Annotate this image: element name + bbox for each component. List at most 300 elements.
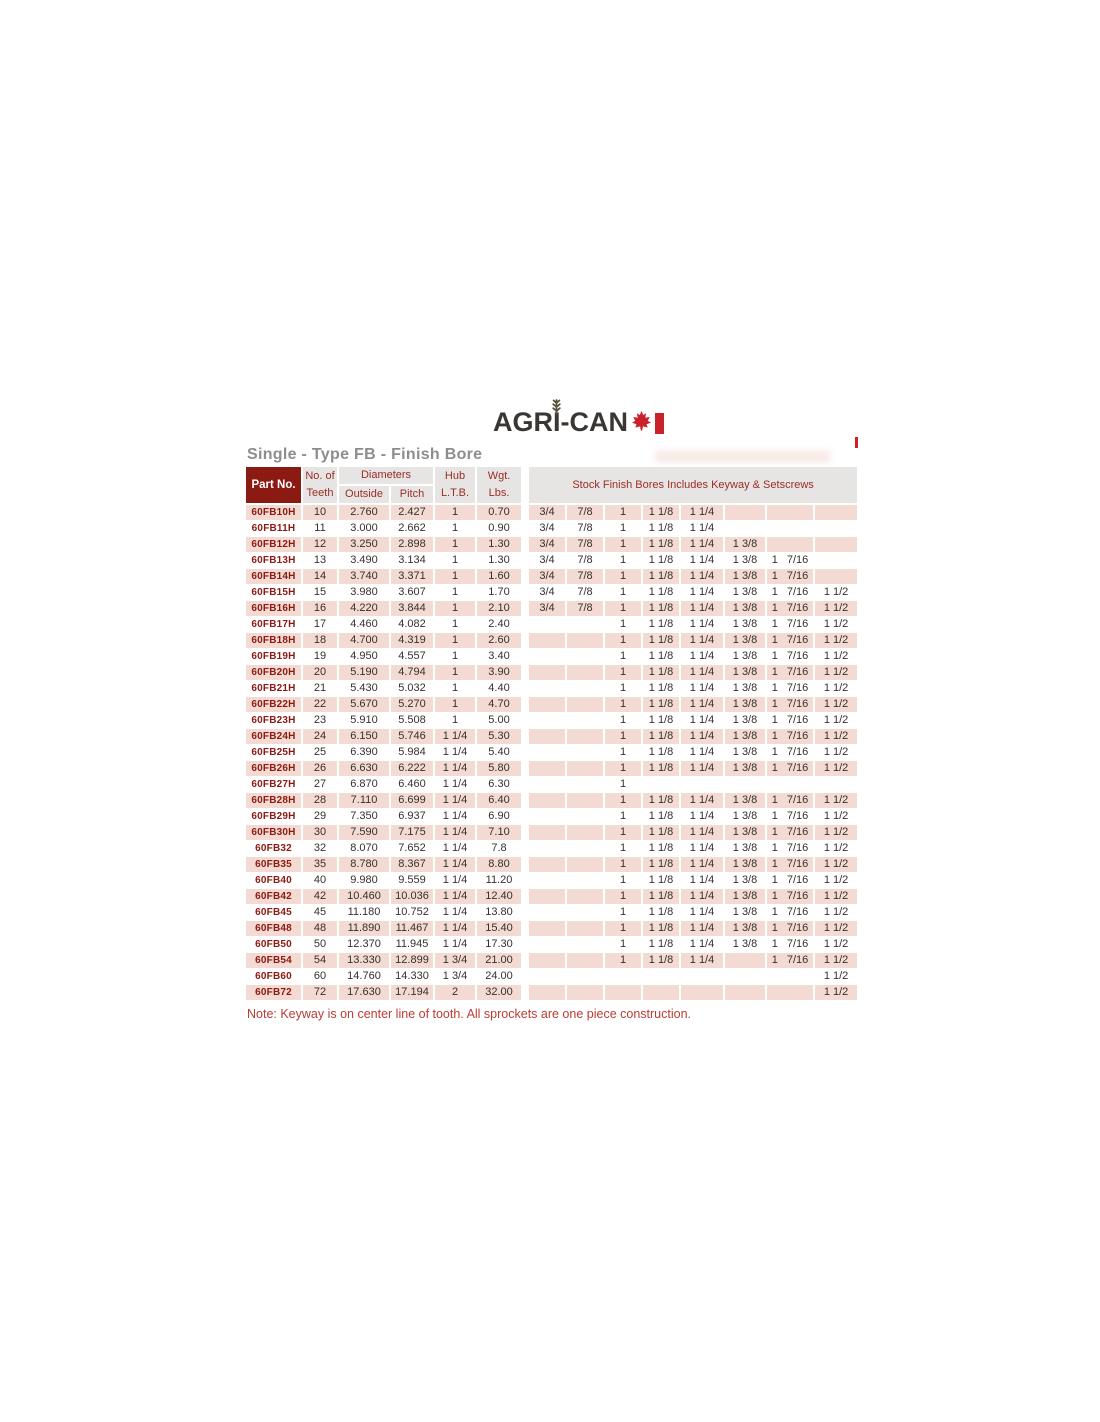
value-cell: 1 1/4 <box>435 873 477 889</box>
part-no-cell: 60FB42 <box>246 889 303 905</box>
value-cell: 1 1/4 <box>681 953 725 969</box>
value-cell: 3.980 <box>339 585 391 601</box>
value-cell: 7.8 <box>477 841 523 857</box>
table-row <box>246 809 859 825</box>
part-no-cell: 60FB21H <box>246 681 303 697</box>
value-cell: 4.950 <box>339 649 391 665</box>
value-cell <box>529 873 567 889</box>
value-cell <box>725 505 767 521</box>
value-cell: 1 <box>435 537 477 553</box>
value-cell: 1 7/16 <box>767 617 815 633</box>
maple-leaf-icon <box>631 410 652 436</box>
table-row <box>246 537 859 553</box>
value-cell <box>529 761 567 777</box>
value-cell: 1 7/16 <box>767 841 815 857</box>
value-cell <box>725 969 767 985</box>
value-cell: 1 7/16 <box>767 889 815 905</box>
value-cell: 1 1/4 <box>681 937 725 953</box>
value-cell: 1 1/4 <box>681 889 725 905</box>
value-cell: 1 <box>435 617 477 633</box>
part-no-cell: 60FB30H <box>246 825 303 841</box>
value-cell <box>529 905 567 921</box>
value-cell <box>567 681 605 697</box>
value-cell: 1 1/2 <box>815 713 859 729</box>
part-no-cell: 60FB32 <box>246 841 303 857</box>
value-cell <box>815 777 859 793</box>
value-cell: 3.134 <box>391 553 435 569</box>
value-cell: 5.670 <box>339 697 391 713</box>
value-cell: 7/8 <box>567 601 605 617</box>
value-cell: 3/4 <box>529 553 567 569</box>
value-cell: 0.70 <box>477 505 523 521</box>
value-cell: 3.844 <box>391 601 435 617</box>
value-cell: 1 1/2 <box>815 809 859 825</box>
value-cell: 48 <box>303 921 339 937</box>
value-cell: 1 <box>605 841 643 857</box>
value-cell: 6.390 <box>339 745 391 761</box>
value-cell: 50 <box>303 937 339 953</box>
value-cell: 1 1/8 <box>643 601 681 617</box>
value-cell: 20 <box>303 665 339 681</box>
value-cell: 1 <box>435 649 477 665</box>
col-header-wgt <box>477 467 523 505</box>
value-cell <box>529 793 567 809</box>
value-cell: 1 1/8 <box>643 681 681 697</box>
value-cell <box>567 745 605 761</box>
value-cell: 1 1/8 <box>643 617 681 633</box>
table-row <box>246 777 859 793</box>
value-cell <box>567 921 605 937</box>
value-cell: 1 1/4 <box>435 745 477 761</box>
value-cell: 1 <box>605 521 643 537</box>
value-cell: 1 1/4 <box>681 601 725 617</box>
part-no-cell: 60FB16H <box>246 601 303 617</box>
value-cell: 1 1/4 <box>681 873 725 889</box>
table-row <box>246 665 859 681</box>
value-cell: 6.937 <box>391 809 435 825</box>
value-cell: 7/8 <box>567 521 605 537</box>
value-cell: 1 <box>435 713 477 729</box>
value-cell: 7/8 <box>567 553 605 569</box>
table-row <box>246 793 859 809</box>
value-cell <box>567 665 605 681</box>
value-cell: 1 3/8 <box>725 697 767 713</box>
page-title: Single - Type FB - Finish Bore <box>247 446 483 463</box>
value-cell: 5.80 <box>477 761 523 777</box>
value-cell: 1 1/2 <box>815 921 859 937</box>
value-cell: 1 1/2 <box>815 985 859 1001</box>
value-cell: 1 1/4 <box>435 841 477 857</box>
value-cell: 6.30 <box>477 777 523 793</box>
value-cell <box>725 985 767 1001</box>
table-row <box>246 889 859 905</box>
value-cell: 1 1/4 <box>681 553 725 569</box>
value-cell: 1 1/2 <box>815 889 859 905</box>
value-cell: 17 <box>303 617 339 633</box>
value-cell <box>567 649 605 665</box>
value-cell: 1 1/2 <box>815 953 859 969</box>
value-cell: 1 1/8 <box>643 585 681 601</box>
value-cell: 13.80 <box>477 905 523 921</box>
value-cell: 1 7/16 <box>767 761 815 777</box>
value-cell: 15.40 <box>477 921 523 937</box>
value-cell: 12 <box>303 537 339 553</box>
value-cell: 5.190 <box>339 665 391 681</box>
value-cell <box>529 841 567 857</box>
value-cell: 8.80 <box>477 857 523 873</box>
value-cell: 21.00 <box>477 953 523 969</box>
value-cell <box>605 969 643 985</box>
value-cell: 1 <box>435 505 477 521</box>
value-cell: 1 3/8 <box>725 729 767 745</box>
table-row <box>246 617 859 633</box>
part-no-cell: 60FB12H <box>246 537 303 553</box>
part-no-cell: 60FB60 <box>246 969 303 985</box>
value-cell <box>529 745 567 761</box>
table-row <box>246 713 859 729</box>
value-cell: 1 1/4 <box>435 889 477 905</box>
value-cell: 1 <box>605 585 643 601</box>
value-cell: 1 3/8 <box>725 745 767 761</box>
value-cell: 1 3/8 <box>725 937 767 953</box>
value-cell <box>529 937 567 953</box>
col-header-teeth-line2: Teeth <box>306 487 334 499</box>
value-cell: 1 7/16 <box>767 825 815 841</box>
value-cell: 1 3/8 <box>725 857 767 873</box>
value-cell: 1 1/2 <box>815 873 859 889</box>
agri-can-logo <box>493 409 664 436</box>
part-no-cell: 60FB28H <box>246 793 303 809</box>
part-no-cell: 60FB24H <box>246 729 303 745</box>
value-cell: 3.000 <box>339 521 391 537</box>
value-cell: 3/4 <box>529 569 567 585</box>
value-cell: 1 1/8 <box>643 825 681 841</box>
value-cell: 11.890 <box>339 921 391 937</box>
value-cell: 27 <box>303 777 339 793</box>
value-cell: 35 <box>303 857 339 873</box>
value-cell: 5.430 <box>339 681 391 697</box>
value-cell: 1 1/2 <box>815 633 859 649</box>
value-cell: 1 <box>605 537 643 553</box>
value-cell: 6.870 <box>339 777 391 793</box>
value-cell <box>567 841 605 857</box>
value-cell: 1 1/8 <box>643 809 681 825</box>
value-cell: 1 1/8 <box>643 793 681 809</box>
value-cell: 21 <box>303 681 339 697</box>
value-cell: 1 1/2 <box>815 841 859 857</box>
value-cell: 5.508 <box>391 713 435 729</box>
value-cell: 1 1/2 <box>815 857 859 873</box>
value-cell <box>643 777 681 793</box>
value-cell <box>767 985 815 1001</box>
value-cell <box>567 617 605 633</box>
table-row <box>246 569 859 585</box>
value-cell <box>529 953 567 969</box>
value-cell: 1.70 <box>477 585 523 601</box>
table-row <box>246 745 859 761</box>
value-cell: 10.460 <box>339 889 391 905</box>
value-cell: 16 <box>303 601 339 617</box>
value-cell: 1 1/8 <box>643 761 681 777</box>
value-cell <box>567 985 605 1001</box>
value-cell: 4.700 <box>339 633 391 649</box>
value-cell: 15 <box>303 585 339 601</box>
value-cell: 1 1/8 <box>643 649 681 665</box>
value-cell: 1 <box>435 681 477 697</box>
value-cell: 1 1/2 <box>815 745 859 761</box>
value-cell: 6.460 <box>391 777 435 793</box>
part-no-cell: 60FB29H <box>246 809 303 825</box>
value-cell <box>567 761 605 777</box>
value-cell: 28 <box>303 793 339 809</box>
value-cell: 32 <box>303 841 339 857</box>
value-cell: 5.746 <box>391 729 435 745</box>
value-cell <box>567 809 605 825</box>
value-cell: 1 7/16 <box>767 713 815 729</box>
part-no-cell: 60FB19H <box>246 649 303 665</box>
value-cell: 1 <box>605 553 643 569</box>
value-cell: 1 <box>605 825 643 841</box>
table-row <box>246 553 859 569</box>
value-cell: 1 1/8 <box>643 729 681 745</box>
value-cell: 1 <box>605 761 643 777</box>
value-cell: 2.10 <box>477 601 523 617</box>
value-cell: 1 <box>605 809 643 825</box>
value-cell: 2.60 <box>477 633 523 649</box>
table-row <box>246 649 859 665</box>
value-cell: 5.40 <box>477 745 523 761</box>
value-cell: 3.90 <box>477 665 523 681</box>
value-cell <box>567 825 605 841</box>
table-row <box>246 873 859 889</box>
value-cell: 1 <box>605 649 643 665</box>
part-no-cell: 60FB40 <box>246 873 303 889</box>
part-no-cell: 60FB72 <box>246 985 303 1001</box>
value-cell: 1 1/8 <box>643 937 681 953</box>
value-cell: 1.30 <box>477 553 523 569</box>
value-cell: 1.60 <box>477 569 523 585</box>
value-cell: 4.794 <box>391 665 435 681</box>
value-cell: 1 1/4 <box>435 809 477 825</box>
value-cell: 1 1/2 <box>815 825 859 841</box>
table-row <box>246 633 859 649</box>
value-cell <box>767 521 815 537</box>
value-cell: 1 <box>605 617 643 633</box>
value-cell <box>815 537 859 553</box>
value-cell: 30 <box>303 825 339 841</box>
value-cell <box>815 521 859 537</box>
value-cell: 1 1/8 <box>643 521 681 537</box>
value-cell: 7.110 <box>339 793 391 809</box>
value-cell: 1 7/16 <box>767 633 815 649</box>
value-cell: 7.10 <box>477 825 523 841</box>
value-cell: 1 1/8 <box>643 633 681 649</box>
logo-text: AGRI-CAN <box>493 409 628 436</box>
value-cell: 1 7/16 <box>767 745 815 761</box>
value-cell: 1 7/16 <box>767 553 815 569</box>
value-cell: 6.699 <box>391 793 435 809</box>
value-cell: 2.662 <box>391 521 435 537</box>
value-cell: 1 3/8 <box>725 825 767 841</box>
value-cell: 4.082 <box>391 617 435 633</box>
value-cell <box>529 985 567 1001</box>
value-cell: 5.910 <box>339 713 391 729</box>
part-no-cell: 60FB14H <box>246 569 303 585</box>
value-cell <box>681 985 725 1001</box>
value-cell: 29 <box>303 809 339 825</box>
value-cell: 1 7/16 <box>767 857 815 873</box>
col-header-hub <box>435 467 477 505</box>
value-cell: 2.760 <box>339 505 391 521</box>
part-no-cell: 60FB10H <box>246 505 303 521</box>
value-cell: 1 1/4 <box>681 649 725 665</box>
value-cell: 1 1/8 <box>643 953 681 969</box>
value-cell <box>815 553 859 569</box>
value-cell: 1 1/4 <box>681 729 725 745</box>
part-no-cell: 60FB15H <box>246 585 303 601</box>
value-cell: 1 <box>605 857 643 873</box>
part-no-cell: 60FB54 <box>246 953 303 969</box>
value-cell: 26 <box>303 761 339 777</box>
value-cell: 12.40 <box>477 889 523 905</box>
value-cell: 1 1/4 <box>681 745 725 761</box>
value-cell: 42 <box>303 889 339 905</box>
value-cell: 1 3/8 <box>725 585 767 601</box>
value-cell <box>529 857 567 873</box>
value-cell <box>605 985 643 1001</box>
col-header-part-no: Part No. <box>246 467 303 505</box>
value-cell: 1 <box>605 905 643 921</box>
value-cell: 1 <box>605 793 643 809</box>
flag-bar-icon <box>655 413 664 434</box>
value-cell: 6.150 <box>339 729 391 745</box>
value-cell: 1 <box>435 521 477 537</box>
value-cell: 10.752 <box>391 905 435 921</box>
value-cell: 1 1/4 <box>681 793 725 809</box>
value-cell: 1 1/4 <box>681 617 725 633</box>
value-cell: 3.250 <box>339 537 391 553</box>
value-cell <box>529 697 567 713</box>
value-cell: 1 7/16 <box>767 681 815 697</box>
value-cell: 3/4 <box>529 585 567 601</box>
value-cell: 1 <box>605 681 643 697</box>
value-cell: 1 3/8 <box>725 841 767 857</box>
part-no-cell: 60FB17H <box>246 617 303 633</box>
value-cell: 0.90 <box>477 521 523 537</box>
value-cell: 1 1/4 <box>435 937 477 953</box>
value-cell: 1 <box>605 697 643 713</box>
part-no-cell: 60FB18H <box>246 633 303 649</box>
value-cell: 7.590 <box>339 825 391 841</box>
value-cell: 1 3/8 <box>725 537 767 553</box>
value-cell: 1 7/16 <box>767 601 815 617</box>
value-cell: 4.319 <box>391 633 435 649</box>
value-cell: 7.652 <box>391 841 435 857</box>
value-cell: 1 <box>605 729 643 745</box>
value-cell: 5.00 <box>477 713 523 729</box>
table-row <box>246 937 859 953</box>
value-cell: 4.460 <box>339 617 391 633</box>
value-cell: 1 1/2 <box>815 601 859 617</box>
value-cell: 1 1/4 <box>681 505 725 521</box>
value-cell: 1 1/4 <box>681 537 725 553</box>
value-cell <box>567 889 605 905</box>
value-cell: 1 1/4 <box>435 825 477 841</box>
value-cell: 3.40 <box>477 649 523 665</box>
value-cell: 1 1/4 <box>681 585 725 601</box>
value-cell: 1 <box>605 633 643 649</box>
col-header-diameters: Diameters <box>339 467 435 486</box>
table-row <box>246 921 859 937</box>
value-cell: 5.270 <box>391 697 435 713</box>
value-cell <box>567 777 605 793</box>
value-cell: 1 <box>605 601 643 617</box>
value-cell: 11.20 <box>477 873 523 889</box>
value-cell: 4.220 <box>339 601 391 617</box>
value-cell: 1 1/8 <box>643 921 681 937</box>
value-cell: 40 <box>303 873 339 889</box>
value-cell: 13 <box>303 553 339 569</box>
value-cell: 2.898 <box>391 537 435 553</box>
value-cell: 17.630 <box>339 985 391 1001</box>
value-cell: 1 1/8 <box>643 841 681 857</box>
part-no-cell: 60FB50 <box>246 937 303 953</box>
col-header-outside: Outside <box>339 486 391 505</box>
value-cell: 3.740 <box>339 569 391 585</box>
col-header-teeth <box>303 467 339 505</box>
value-cell: 1 1/4 <box>681 681 725 697</box>
value-cell: 6.630 <box>339 761 391 777</box>
value-cell: 14 <box>303 569 339 585</box>
value-cell: 24.00 <box>477 969 523 985</box>
value-cell: 1 1/4 <box>681 665 725 681</box>
table-row <box>246 585 859 601</box>
value-cell: 6.90 <box>477 809 523 825</box>
value-cell: 1 1/8 <box>643 873 681 889</box>
value-cell: 7/8 <box>567 585 605 601</box>
value-cell: 1 3/4 <box>435 969 477 985</box>
value-cell: 1 3/8 <box>725 809 767 825</box>
value-cell <box>529 921 567 937</box>
value-cell: 1 1/2 <box>815 681 859 697</box>
value-cell <box>767 537 815 553</box>
value-cell <box>681 969 725 985</box>
catalog-table <box>246 467 859 1001</box>
value-cell: 1 <box>605 569 643 585</box>
value-cell: 1 <box>605 505 643 521</box>
red-mark-artifact <box>855 437 858 448</box>
value-cell: 3.371 <box>391 569 435 585</box>
value-cell: 2.427 <box>391 505 435 521</box>
value-cell: 1 3/8 <box>725 713 767 729</box>
value-cell: 1 1/8 <box>643 745 681 761</box>
value-cell: 1 1/4 <box>435 921 477 937</box>
value-cell: 1 1/2 <box>815 969 859 985</box>
value-cell: 1 1/2 <box>815 697 859 713</box>
part-no-cell: 60FB27H <box>246 777 303 793</box>
value-cell: 9.559 <box>391 873 435 889</box>
value-cell: 11.180 <box>339 905 391 921</box>
part-no-cell: 60FB48 <box>246 921 303 937</box>
value-cell <box>643 969 681 985</box>
value-cell: 1 3/8 <box>725 761 767 777</box>
value-cell: 45 <box>303 905 339 921</box>
value-cell <box>567 969 605 985</box>
value-cell: 8.070 <box>339 841 391 857</box>
value-cell: 1 3/8 <box>725 633 767 649</box>
value-cell: 13.330 <box>339 953 391 969</box>
value-cell: 17.194 <box>391 985 435 1001</box>
